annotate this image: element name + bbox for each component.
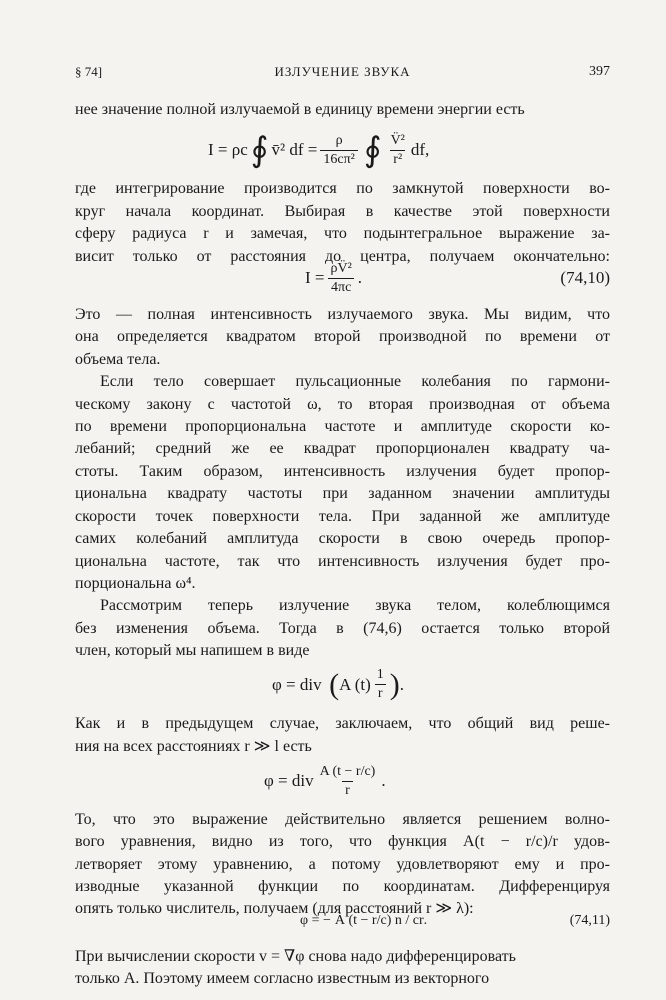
eq-tail: . xyxy=(357,268,363,288)
running-header xyxy=(75,64,610,84)
text-line: опять только числитель, получаем (для расстояний r ≫ λ): xyxy=(75,900,474,918)
text-line: без изменения объема. Тогда в (74,6) остается только второй xyxy=(75,619,610,637)
text-line: ческому закону с частотой ω, то вторая производная от объема xyxy=(75,395,610,413)
fraction-numerator: ρV̈² xyxy=(330,260,352,276)
fraction-denominator: r² xyxy=(390,150,405,168)
fraction-denominator: 16cπ² xyxy=(320,150,357,168)
text-line: сферу радиуса r и замечая, что подынтегральное выражение за- xyxy=(75,225,610,243)
text-line: по времени пропорциональна частоте и амплитуде скорости ко- xyxy=(75,417,610,435)
text-line: нее значение полной излучаемой в единицу времени энергии есть xyxy=(75,101,525,118)
text-line: Если тело совершает пульсационные колебания по гармони- xyxy=(100,373,610,391)
eq-lhs: φ = − xyxy=(300,913,331,928)
text-line: То, что это выражение действительно является решением волно- xyxy=(75,810,610,828)
text-line: объема тела. xyxy=(75,350,161,368)
equation-intensity xyxy=(305,261,362,296)
fraction-slash: / xyxy=(401,913,413,928)
contour-integral-icon: ∮ xyxy=(363,130,382,171)
equation-div-a xyxy=(272,667,404,702)
text-line: круг начала координат. Выбирая в качестве этой поверхности xyxy=(75,202,610,220)
text-line: порциональна ω⁴. xyxy=(75,575,196,593)
text-line: она определяется квадратом второй производной по времени от xyxy=(75,328,610,346)
eq-lhs: φ = div xyxy=(272,674,322,694)
equation-phi-far xyxy=(300,913,427,929)
text-line: изводные указанной функции по координатам. Дифференцируя xyxy=(75,877,610,895)
text-line: При вычислении скорости v = ∇φ снова надо дифференцировать xyxy=(75,948,516,965)
text-line: лебаний; средний же ее квадрат пропорционален квадрату ча- xyxy=(75,440,610,458)
text-line: вого уравнения, видно из того, что функция A(t − r/c)/r удов- xyxy=(75,833,610,851)
text-line: циональна частоте, так что интенсивность излучения будет про- xyxy=(75,552,610,570)
text-line: висит только от расстояния до центра, получаем окончательно: xyxy=(75,247,610,265)
contour-integral-icon: ∮ xyxy=(250,130,269,171)
fraction xyxy=(320,133,357,168)
text-line: Это — полная интенсивность излучаемого звука. Мы видим, что xyxy=(75,305,610,323)
text-line: скорости точек поверхности тела. При заданной же амплитуде xyxy=(75,507,610,525)
text-line: летворяет этому уравнению, а потому удовлетворяют ему и про- xyxy=(75,855,610,873)
eq-tail: . xyxy=(381,771,386,791)
eq-tail: . xyxy=(399,674,405,694)
page-number: 397 xyxy=(589,64,610,79)
text-line: Рассмотрим теперь излучение звука телом, колеблющимся xyxy=(100,597,610,615)
open-paren: ( xyxy=(321,667,340,701)
eq-inner: A (t) xyxy=(339,674,371,694)
eq-lhs: φ = div xyxy=(264,771,314,791)
text-line: самих колебаний амплитуда скорости в свою очередь пропор- xyxy=(75,530,610,548)
equation-retarded xyxy=(264,764,386,799)
fraction xyxy=(328,261,355,296)
equation-number: (74,11) xyxy=(569,913,610,928)
fraction-denominator: 4πc xyxy=(328,278,354,296)
text-line: только A. Поэтому имеем согласно известным из векторного xyxy=(75,970,490,987)
eq-num: Ȧ (t − r/c) n xyxy=(334,913,402,928)
fraction-denominator: r xyxy=(375,684,386,702)
close-paren: ) xyxy=(389,667,400,701)
eq-tail: . xyxy=(423,913,428,928)
equation-energy-integral xyxy=(208,130,430,171)
text-line: член, который мы напишем в виде xyxy=(75,642,310,660)
text-line: Как и в предыдущем случае, заключаем, что общий вид реше- xyxy=(75,715,610,733)
text-line: где интегрирование производится по замкнутой поверхности во- xyxy=(75,180,610,198)
fraction-numerator: 1 xyxy=(376,667,384,683)
eq-integrand: v̄² df = xyxy=(271,140,318,160)
eq-tail: df, xyxy=(410,140,430,160)
text-line: циональна квадрату частоты при заданном значении амплитуды xyxy=(75,485,610,503)
eq-den: cr xyxy=(412,913,424,928)
text-line: ния на всех расстояниях r ≫ l есть xyxy=(75,737,312,755)
fraction xyxy=(317,764,379,799)
fraction-numerator: V̈² xyxy=(390,132,405,148)
fraction-numerator: A (t − r/c) xyxy=(319,763,376,779)
equation-number: (74,10) xyxy=(560,268,610,288)
chapter-title: ИЗЛУЧЕНИЕ ЗВУКА xyxy=(274,64,411,79)
fraction-numerator: ρ xyxy=(335,132,343,148)
fraction xyxy=(388,133,408,168)
eq-lhs: I = xyxy=(305,268,325,288)
fraction xyxy=(374,667,387,702)
section-marker: § 74] xyxy=(75,64,103,79)
text-line: стоты. Таким образом, интенсивность излучения будет пропор- xyxy=(75,462,610,480)
fraction-denominator: r xyxy=(342,781,353,799)
eq-lhs: I = ρc xyxy=(208,140,248,160)
